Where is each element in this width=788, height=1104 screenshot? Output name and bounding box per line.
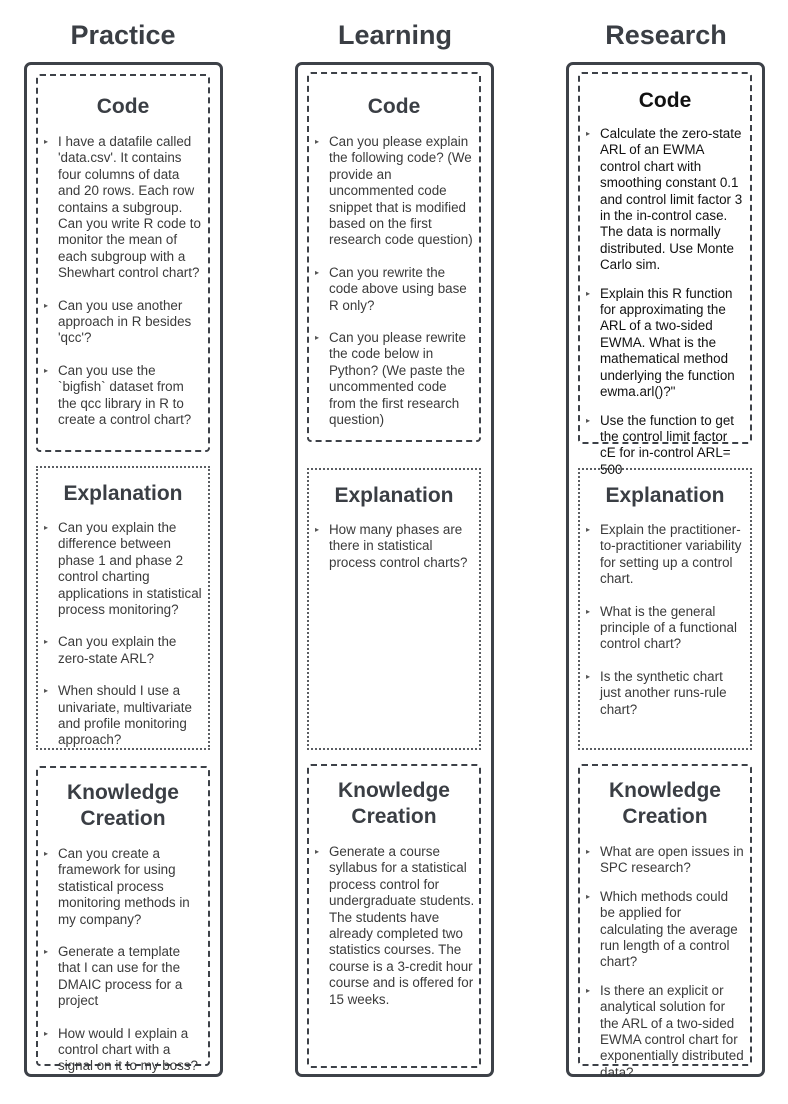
list-item: ▸ Generate a course syllabus for a statistical process control for undergraduate students. The students have already completed two statistics courses. The course is a 3-credit hour course and is offered for 15 weeks. (315, 844, 475, 1007)
list-item: ▸ Can you use another approach in R besides 'qcc'? (44, 297, 192, 346)
research-knowledge-title-line2: Creation (622, 805, 708, 828)
list-item: ▸ When should I use a univariate, multivariate and profile monitoring approach? (44, 683, 192, 748)
list-item: ▸ What is the general principle of a functional control chart? (586, 603, 737, 652)
list-item: ▸ Use the function to get the control limit factor cE for in-control ARL= 500 (586, 412, 734, 477)
list-item: ▸ How many phases are there in statistical process control charts? (315, 522, 468, 570)
practice-code-box (36, 74, 210, 452)
practice-explanation-title: Explanation (63, 482, 183, 505)
practice-knowledge-title-line2: Creation (80, 807, 166, 830)
learning-knowledge-title-line2: Creation (351, 805, 437, 828)
bullet-icon: ▸ (586, 671, 591, 681)
bullet-icon: ▸ (44, 523, 49, 532)
bullet-icon: ▸ (44, 137, 49, 146)
learning-explanation-box (307, 468, 481, 750)
practice-explanation-box (36, 466, 210, 750)
bullet-icon: ▸ (315, 267, 320, 277)
learning-code-list (315, 134, 475, 445)
list-item: ▸ Calculate the zero-state ARL of an EWMA control chart with smoothing constant 0.1 and control limit factor 3 in the in-control case. The data is normally distributed. Use Monte Carlo sim. (586, 126, 743, 273)
list-item: ▸ Can you explain the zero-state ARL? (44, 634, 177, 666)
list-item: ▸ How would I explain a control chart with a signal on it to my boss? (44, 1025, 198, 1074)
research-explanation-box (578, 468, 752, 750)
learning-knowledge-list (315, 844, 475, 1024)
practice-knowledge-box (36, 766, 210, 1074)
bullet-icon: ▸ (315, 333, 320, 343)
research-code-list (586, 126, 746, 478)
learning-knowledge-title-line1: Knowledge (337, 779, 450, 802)
bullet-icon: ▸ (586, 525, 591, 534)
practice-explanation-list (44, 520, 204, 765)
bullet-icon: ▸ (586, 129, 591, 138)
list-item: ▸ I have a datafile called 'data.csv'. It contains four columns of data and 20 rows. Each row contains a subgroup. Can you write R code to monitor the mean of each subgroup with a Shewhart control chart? (44, 134, 201, 281)
research-code-title: Code (638, 89, 692, 112)
list-item: ▸ Can you create a framework for using statistical process monitoring methods in my company? (44, 846, 190, 927)
list-item: ▸ Can you please explain the following code? (We provide an uncommented code snippet that is modified based on the first research code question) (315, 134, 473, 248)
bullet-icon: ▸ (315, 847, 320, 856)
research-knowledge-title-line1: Knowledge (608, 779, 721, 802)
bullet-icon: ▸ (44, 686, 49, 696)
bullet-icon: ▸ (586, 288, 591, 298)
practice-knowledge-list (44, 846, 204, 1091)
research-explanation-title: Explanation (605, 484, 725, 507)
bullet-icon: ▸ (586, 985, 591, 995)
bullet-icon: ▸ (44, 1028, 49, 1038)
list-item: ▸ Is there an explicit or analytical solution for the ARL of a two-sided EWMA control chart for exponentially distributed data? (586, 982, 744, 1080)
list-item: ▸ Explain this R function for approximating the ARL of a two-sided EWMA. What is the mathematical method underlying the function ewma.arl()?" (586, 285, 735, 400)
research-knowledge-list (586, 844, 746, 1081)
list-item: ▸ Explain the practitioner-to-practitioner variability for setting up a control chart. (586, 522, 742, 587)
bullet-icon: ▸ (586, 891, 591, 901)
bullet-icon: ▸ (44, 637, 49, 647)
learning-code-box (307, 72, 481, 442)
bullet-icon: ▸ (44, 947, 49, 957)
list-item: ▸ Can you explain the difference between phase 1 and phase 2 control charting applications in statistical process monitoring? (44, 520, 202, 618)
research-knowledge-box (578, 764, 752, 1080)
research-explanation-list (586, 522, 746, 734)
column-title-research: Research (605, 20, 727, 50)
research-code-box (578, 72, 752, 477)
bullet-icon: ▸ (315, 525, 320, 534)
list-item: ▸ Can you rewrite the code above using base R only? (315, 264, 467, 313)
bullet-icon: ▸ (44, 849, 49, 858)
column-title-practice: Practice (70, 20, 176, 50)
list-item: ▸ Can you use the `bigfish` dataset from the qcc library in R to create a control chart? (44, 362, 192, 428)
list-item: ▸ Is the synthetic chart just another runs-rule chart? (586, 668, 727, 717)
list-item: ▸ What are open issues in SPC research? (586, 844, 744, 876)
list-item: ▸ Can you please rewrite the code below in Python? (We paste the uncommented code from the first research question) (315, 330, 466, 428)
list-item: ▸ Generate a template that I can use for the DMAIC process for a project (44, 944, 183, 1009)
bullet-icon: ▸ (315, 137, 320, 146)
column-title-learning: Learning (337, 20, 452, 50)
bullet-icon: ▸ (586, 415, 591, 425)
practice-knowledge-title-line1: Knowledge (66, 781, 179, 804)
practice-code-title: Code (96, 95, 150, 118)
learning-code-title: Code (367, 95, 421, 118)
bullet-icon: ▸ (44, 300, 49, 310)
learning-explanation-list (315, 522, 475, 587)
learning-knowledge-box (307, 764, 481, 1068)
list-item: ▸ Which methods could be applied for calculating the average run length of a control chart? (586, 888, 738, 970)
bullet-icon: ▸ (586, 606, 591, 616)
bullet-icon: ▸ (44, 365, 49, 375)
learning-explanation-title: Explanation (334, 484, 454, 507)
bullet-icon: ▸ (586, 847, 591, 856)
practice-code-list (44, 134, 204, 445)
